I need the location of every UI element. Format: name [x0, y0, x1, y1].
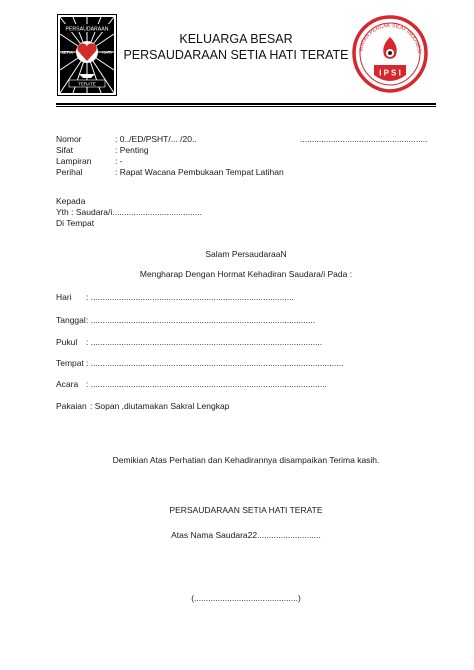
closing-org: PERSAUDARAAN SETIA HATI TERATE — [169, 505, 323, 515]
salam: Salam PersaudaraaN — [205, 249, 287, 259]
ipsi-bottom-text: I P S I — [379, 68, 401, 78]
acara-value: : .................................................................................................... — [86, 379, 327, 389]
yth-line: Yth : Saudara/i...................................... — [56, 207, 202, 217]
ipsi-ring-text: IKATAN PENCAK SILAT INDONESI — [358, 22, 422, 54]
lampiran-label: Lampiran — [56, 156, 92, 166]
perihal-value: : Rapat Wacana Pembukaan Tempat Latihan — [115, 167, 284, 177]
psht-logo-side-right: HATI — [102, 50, 112, 55]
pukul-value: : .................................................................................................. — [86, 337, 323, 347]
perihal-label: Perihal — [56, 167, 83, 177]
pukul-label: Pukul — [56, 337, 78, 347]
psht-logo-side-left: SETIA — [60, 50, 74, 55]
nomor-value: : 0../ED/PSHT/... /20.. — [115, 134, 197, 144]
hari-value: : ...................................................................................... — [86, 292, 294, 302]
header-title-line1: KELUARGA BESAR — [179, 32, 293, 46]
tempat-label: Tempat — [56, 358, 84, 368]
nomor-label: Nomor — [56, 134, 82, 144]
sifat-label: Sifat — [56, 145, 74, 155]
header-rule-thin — [56, 106, 436, 107]
date-line: ...................................................... — [300, 134, 428, 144]
header-title-line2: PERSAUDARAAN SETIA HATI TERATE — [123, 48, 349, 62]
acara-label: Acara — [56, 379, 79, 389]
psht-logo-text: PERSAUDARAAN — [65, 26, 109, 33]
demikian: Demikian Atas Perhatian dan Kehadirannya disampaikan Terima kasih. — [112, 455, 380, 465]
ipsi-logo — [352, 15, 428, 93]
pakaian-value: : Sopan ,diutamakan Sakral Lengkap — [90, 401, 230, 411]
hari-label: Hari — [56, 292, 72, 302]
lampiran-value: : - — [115, 156, 123, 166]
psht-logo — [57, 14, 117, 96]
signature-line: (............................................) — [191, 593, 301, 603]
tempat-value: : ........................................................................................................... — [86, 358, 344, 368]
psht-logo-bottom-text: TERATE — [78, 81, 96, 87]
mengharap: Mengharap Dengan Hormat Kehadiran Saudara/i Pada : — [139, 269, 353, 279]
ipsi-emblem-icon — [388, 51, 392, 55]
pakaian-label: Pakaian — [56, 401, 87, 411]
sifat-value: : Penting — [115, 145, 149, 155]
atas-nama: Atas Nama Saudara22........................... — [171, 530, 321, 540]
header-rule-thick — [56, 103, 436, 105]
tanggal-label: Tanggal — [56, 315, 86, 325]
di-tempat: Di Tempat — [56, 218, 95, 228]
kepada: Kepada — [56, 196, 86, 206]
tanggal-value: : ............................................................................................... — [86, 315, 316, 325]
